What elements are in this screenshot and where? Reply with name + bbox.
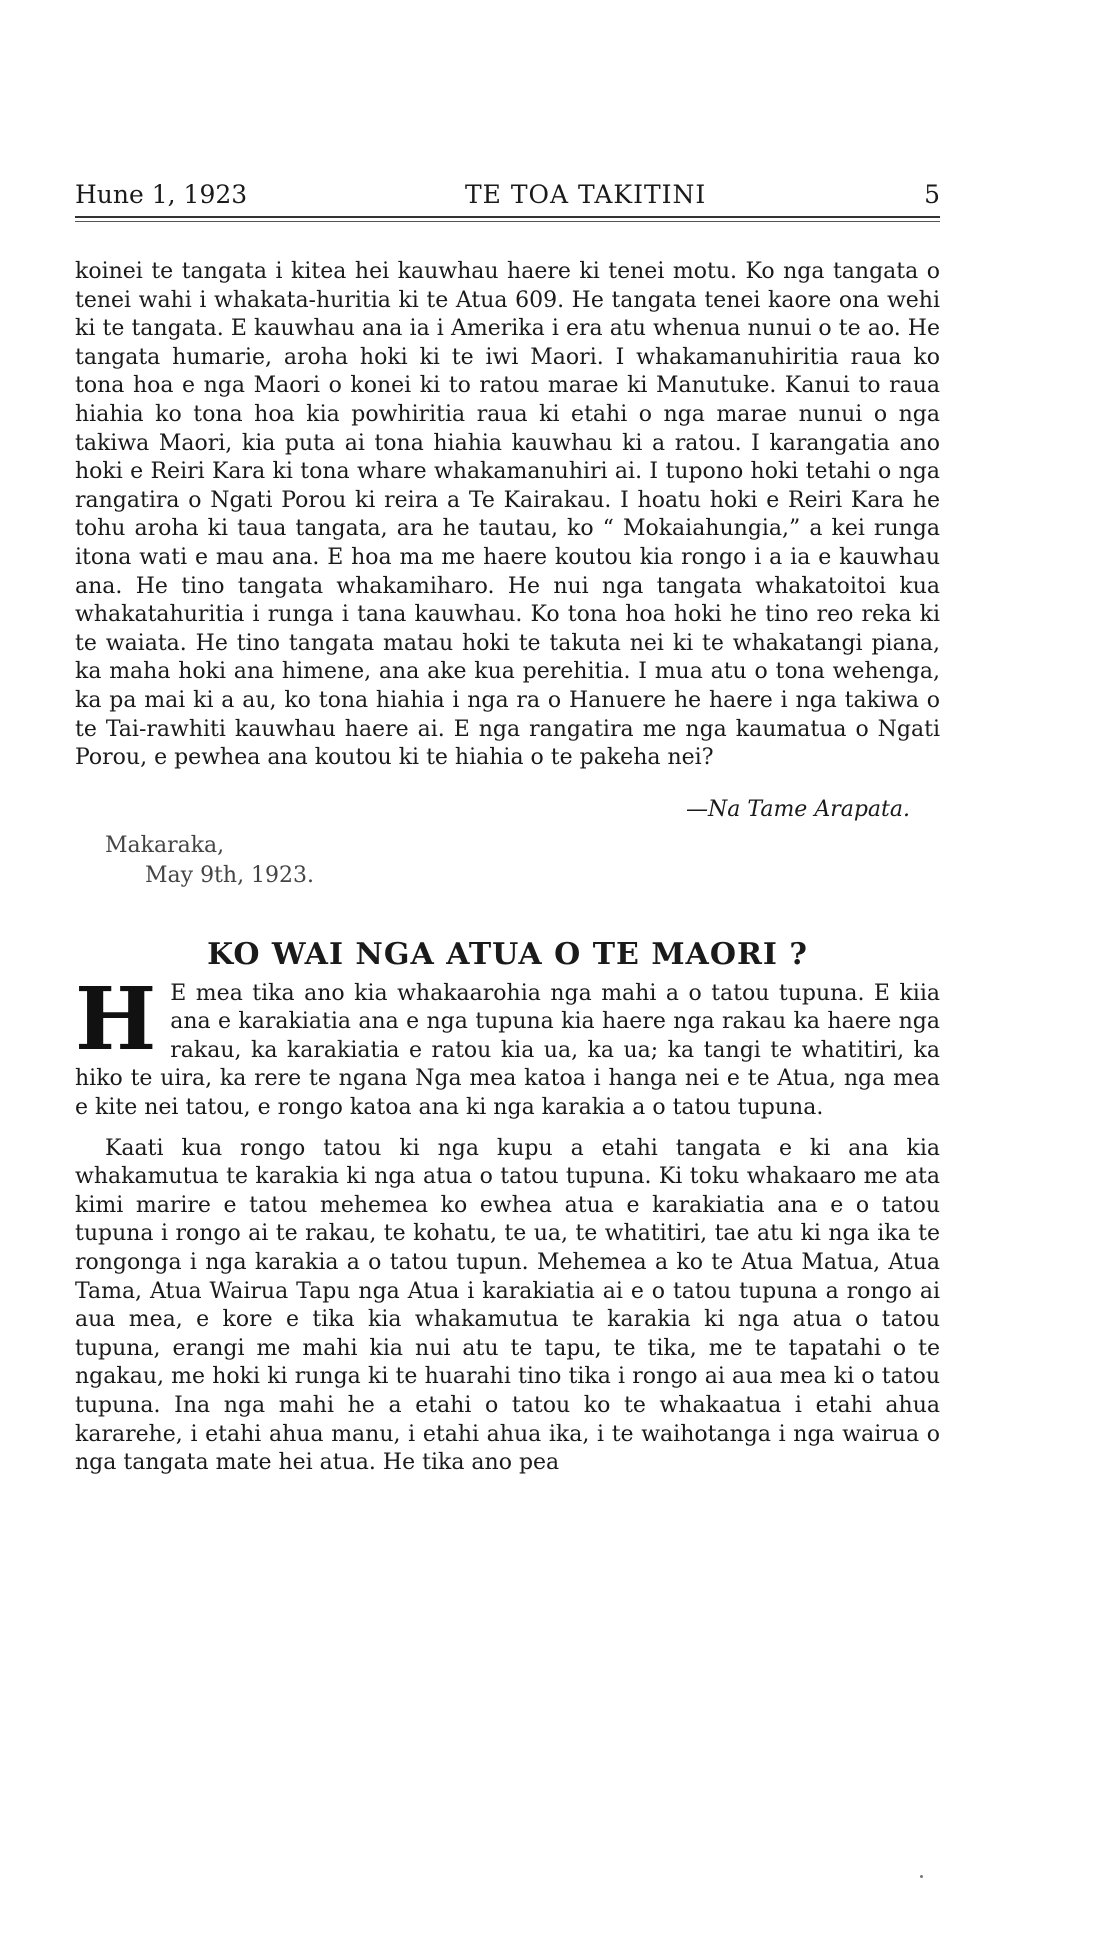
letter-date: May 9th, 1923.	[145, 862, 315, 888]
page-number: 5	[924, 180, 940, 209]
article-paragraph-1	[75, 980, 940, 1123]
article-paragraph-2: Kaati kua rongo tatou ki nga kupu a etahi tangata e ki ana kia whakamutua te karakia ki nga atua o tatou tupuna. Ki toku whakaaro me ata kimi marire e tatou mehemea ko ewhea atua e karakiatia ana e o tatou tupuna i rongo ai te rakau, te kohatu, te ua, te whatitiri, tae atu ki nga ika te rongonga i nga karakia a o tatou tupun. Mehemea a ko te Atua Matua, Atua Tama, Atua Wairua Tapu nga Atua i karakiatia ai e o tatou tupuna a rongo ai aua mea, e kore e tika kia whakamutua te karakia ki nga atua o tatou tupuna, erangi me mahi kia nui atu te tapu, te tika, me te tapatahi o te ngakau, me hoki ki runga ki te huarahi tino tika i rongo ai aua mea ki o tatou tupuna. Ina nga mahi he a etahi o tatou ko te whakaatua i etahi ahua kararehe, i etahi ahua manu, i etahi ahua ika, i te waihotanga i nga wairua o nga tangata mate hei atua. He tika ano pea	[75, 1135, 940, 1476]
letter-dateline	[75, 831, 940, 891]
issue-date: Hune 1, 1923	[75, 180, 248, 209]
newspaper-page	[75, 180, 940, 1500]
article-paragraph-1-text: E mea tika ano kia whakaarohia nga mahi a o tatou tupuna. E kiia ana e karakiatia ana e nga tupuna kia haere nga rakau ka haere nga rakau, ka karakiatia e ratou kia ua, ka ua; ka tangi te whatitiri, ka hiko te uira, ka rere te ngana Nga mea katoa i hanga nei e te Atua, nga mea e kite nei tatou, e rongo katoa ana ki nga karakia a o tatou tupuna.	[75, 980, 940, 1121]
drop-cap: H	[75, 979, 157, 1070]
article-headline: KO WAI NGA ATUA O TE MAORI ?	[207, 936, 808, 972]
letter-signature: —Na Tame Arapata.	[686, 796, 910, 822]
letter-body: koinei te tangata i kitea hei kauwhau haere ki tenei motu. Ko nga tangata o tenei wahi i whakata-huritia ki te Atua 609. He tangata tenei kaore ona wehi ki te tangata. E kauwhau ana ia i Amerika i era atu whenua nunui o te ao. He tangata humarie, aroha hoki ki te iwi Maori. I whakamanuhiritia raua ko tona hoa e nga Maori o konei ki to ratou marae ki Manutuke. Kanui to raua hiahia ko tona hoa kia powhiritia raua ki etahi o nga marae nunui o nga takiwa Maori, kia puta ai tona hiahia kauwhau ki a ratou. I karangatia ano hoki e Reiri Kara ki tona whare whakamanuhiri ai. I tupono hoki tetahi o nga rangatira o Ngati Porou ki reira a Te Kairakau. I hoatu hoki e Reiri Kara he tohu aroha ki taua tangata, ara he tautau, ko “ Mokaiahungia,” a kei runga itona wati e mau ana. E hoa ma me haere koutou kia rongo i a ia e kauwhau ana. He tino tangata whakamiharo. He nui nga tangata whakatoitoi kua whakatahuritia i runga i tana kauwhau. Ko tona hoa hoki he tino reo reka ki te waiata. He tino tangata matau hoki te takuta nei ki te whakatangi piana, ka maha hoki ana himene, ana ake kua perehitia. I mua atu o tona wehenga, ka pa mai ki a au, ko tona hiahia i nga ra o Hanuere he haere i nga takiwa o te Tai-rawhiti kauwhau haere ai. E nga rangatira me nga kaumatua o Ngati Porou, e pewhea ana koutou ki te hiahia o te pakeha nei?	[75, 259, 940, 771]
speck	[920, 1875, 923, 1878]
letter-place: Makaraka,	[105, 832, 225, 858]
running-header	[75, 180, 940, 218]
publication-title: TE TOA TAKITINI	[465, 180, 707, 209]
header-rule	[75, 221, 940, 222]
